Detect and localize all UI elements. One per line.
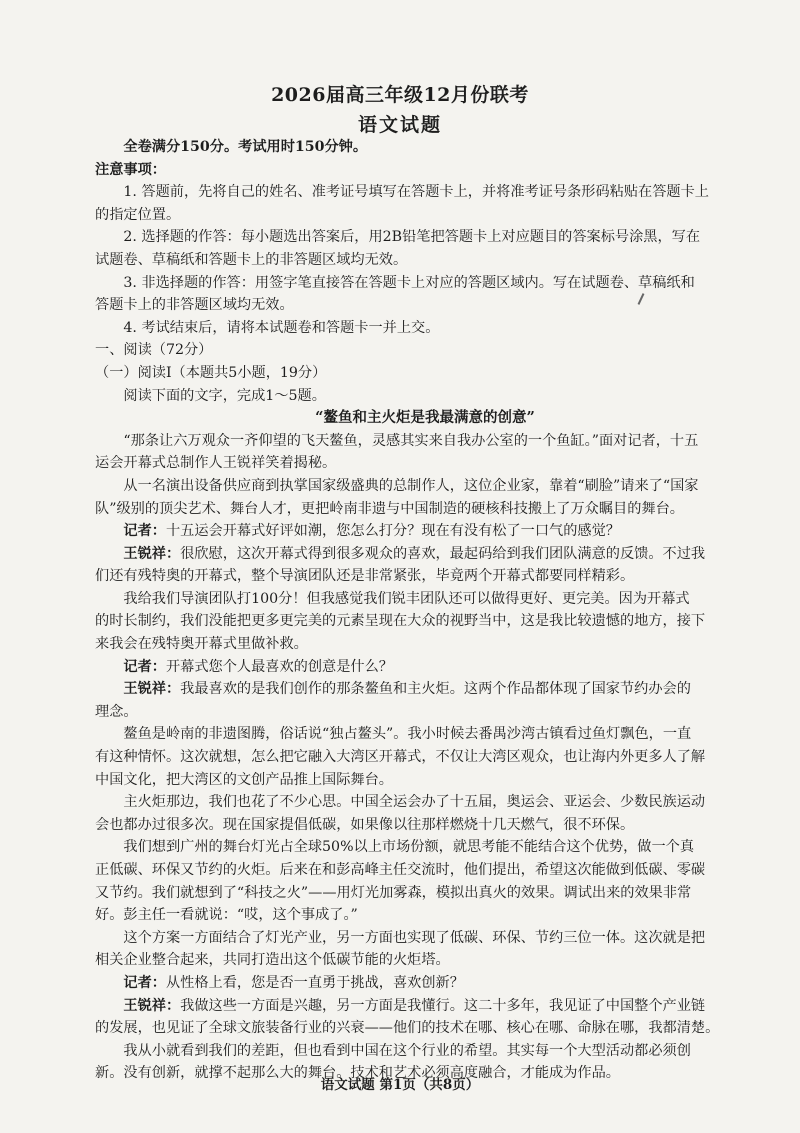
- line-text: 我做这些一方面是兴趣，另一方面是我懂行。这二十多年，我见证了中国整个产业链: [180, 997, 706, 1014]
- line-text: 好。彭主任一看就说：“哎，这个事成了。”: [95, 907, 358, 924]
- line-text: 又节约。我们就想到了“科技之火”——用灯光加雾森，模拟出真火的效果。调试出来的效果非常: [95, 884, 692, 901]
- line-text: 队”级别的顶尖艺术、舞台人才，更把岭南非遗与中国制造的硬核科技搬上了万众瞩目的舞台。: [95, 500, 684, 517]
- line-text: 十五运会开幕式好评如潮，您怎么打分？现在有没有松了一口气的感觉？: [165, 523, 620, 540]
- paragraph-line: [95, 1040, 755, 1063]
- paragraph-line: [95, 972, 755, 995]
- paragraph-line: [95, 475, 755, 498]
- notice-item-line: 的指定位置。: [95, 206, 181, 223]
- line-text: 新。没有创新，就撑不起那么大的舞台。技术和艺术必须高度融合，才能成为作品。: [95, 1065, 620, 1082]
- paragraph-line: [95, 701, 755, 724]
- line-text: 们还有残特奥的开幕式，整个导演团队还是非常紧张，毕竟两个开幕式都要同样精彩。: [95, 568, 635, 585]
- line-text: 正低碳、环保又节约的火炬。后来在和彭高峰主任交流时，他们提出，希望这次能做到低碳、零碳: [95, 862, 706, 878]
- exam-subtitle: 语文试题: [357, 114, 442, 136]
- line-text: 来我会在残特奥开幕式里做补救。: [95, 636, 308, 653]
- notice-item-line: 4. 考试结束后，请将本试题卷和答题卡一并上交。: [123, 319, 440, 336]
- line-text: 我从小就看到我们的差距，但也看到中国在这个行业的希望。其实每一个大型活动都必须创: [123, 1042, 691, 1059]
- paragraph-line: [95, 836, 755, 859]
- paragraph-line: [95, 882, 755, 905]
- article-paragraph: [95, 588, 755, 656]
- line-text: 我们想到广州的舞台灯光占全球50%以上市场份额，就思考能不能结合这个优势，做一个真: [123, 839, 695, 856]
- paragraph-line: [95, 633, 755, 656]
- line-text: 主火炬那边，我们也花了不少心思。中国全运会办了十五届，奥运会、亚运会、少数民族运动: [123, 794, 706, 811]
- article-paragraph: [95, 678, 755, 723]
- speaker-label: 王锐祥：: [123, 681, 181, 698]
- speaker-label: 记者：: [123, 523, 166, 540]
- article-paragraph: [95, 520, 755, 543]
- article-paragraph: [95, 791, 755, 836]
- notice-item-line: 3. 非选择题的作答：用签字笔直接答在答题卡上对应的答题区域内。写在试题卷、草稿纸和: [123, 274, 695, 291]
- paragraph-line: [95, 859, 755, 882]
- paragraph-line: [95, 927, 755, 950]
- line-text: 这个方案一方面结合了灯光产业，另一方面也实现了低碳、环保、节约三位一体。这次就是把: [123, 929, 706, 946]
- line-text: 很欣慰，这次开幕式得到很多观众的喜欢，最起码给到我们团队满意的反馈。不过我: [180, 545, 706, 562]
- line-text: 我给我们导演团队打100分！但我感觉我们锐丰团队还可以做得更好、更完美。因为开幕式: [123, 590, 690, 607]
- paragraph-line: [95, 565, 755, 588]
- paragraph-line: [95, 520, 755, 543]
- article-paragraph: [95, 723, 755, 791]
- line-text: “那条让六万观众一齐仰望的飞天鳌鱼，灵感其实来自我办公室的一个鱼缸。”面对记者，十五: [123, 432, 699, 449]
- paragraph-line: [95, 949, 755, 972]
- speaker-label: 记者：: [123, 974, 166, 991]
- notice-item-line: 1. 答题前，先将自己的姓名、准考证号填写在答题卡上，并将准考证号条形码粘贴在答题卡上: [123, 184, 709, 201]
- line-text: 运会开幕式总制作人王锐祥笑着揭秘。: [95, 455, 337, 472]
- paragraph-line: [95, 814, 755, 837]
- paragraph-line: [95, 610, 755, 633]
- paragraph-line: [95, 995, 755, 1018]
- paragraph-line: [95, 498, 755, 521]
- exam-content: [95, 136, 755, 1085]
- article-paragraph: [95, 972, 755, 995]
- speaker-label: 王锐祥：: [123, 545, 181, 562]
- paragraph-line: [95, 791, 755, 814]
- paragraph-line: [95, 678, 755, 701]
- line-text: 会也都办过很多次。现在国家提倡低碳，如果像以往那样燃烧十几天燃气，很不环保。: [95, 816, 635, 833]
- paragraph-line: [95, 904, 755, 927]
- section-heading: 一、阅读（72分）: [95, 342, 213, 359]
- paragraph-line: [95, 723, 755, 746]
- line-text: 开幕式您个人最喜欢的创意是什么？: [165, 658, 393, 675]
- section-sub-heading: （一）阅读Ⅰ（本题共5小题，19分）: [95, 364, 327, 381]
- article-paragraph: [95, 656, 755, 679]
- line-text: 鳌鱼是岭南的非遗图腾，俗话说“独占鳌头”。我小时候去番禺沙湾古镇看过鱼灯飘色，一直: [123, 726, 692, 743]
- notice-heading: 注意事项：: [95, 161, 166, 178]
- page-footer: 语文试题 第1页（共8页）: [320, 1077, 480, 1093]
- paragraph-line: [95, 588, 755, 611]
- article-paragraph: [95, 543, 755, 588]
- speaker-label: 记者：: [123, 658, 166, 675]
- line-text: 从一名演出设备供应商到执掌国家级盛典的总制作人，这位企业家，靠着“刷脸”请来了“国家: [123, 477, 699, 494]
- paragraph-line: [95, 656, 755, 679]
- exam-info: 全卷满分150分。考试用时150分钟。: [123, 139, 368, 155]
- speaker-label: 王锐祥：: [123, 997, 181, 1014]
- line-text: 中国文化，把大湾区的文创产品推上国际舞台。: [95, 771, 393, 788]
- exam-title: 2026届高三年级12月份联考: [271, 84, 529, 106]
- article-paragraph: [95, 836, 755, 926]
- article-paragraph: [95, 995, 755, 1040]
- paragraph-line: [95, 769, 755, 792]
- article-paragraph: [95, 475, 755, 520]
- line-text: 我最喜欢的是我们创作的那条鳌鱼和主火炬。这两个作品都体现了国家节约办会的: [180, 681, 691, 698]
- notice-item-line: 2. 选择题的作答：每小题选出答案后，用2B铅笔把答题卡上对应题目的答案标号涂黑，写在: [123, 229, 701, 246]
- paragraph-line: [95, 543, 755, 566]
- paragraph-line: [95, 452, 755, 475]
- notice-item: [95, 181, 755, 226]
- line-text: 相关企业整合起来，共同打造出这个低碳节能的火炬塔。: [95, 952, 450, 969]
- line-text: 理念。: [95, 703, 138, 720]
- article-paragraph: [95, 927, 755, 972]
- notice-item-line: 试题卷、草稿纸和答题卡上的非答题区域均无效。: [95, 251, 408, 268]
- notice-item-line: 答题卡上的非答题区域均无效。: [95, 297, 294, 314]
- article-paragraph: [95, 430, 755, 475]
- article-title: “鳌鱼和主火炬是我最满意的创意”: [315, 409, 535, 427]
- line-text: 的发展，也见证了全球文旅装备行业的兴衰——他们的技术在哪、核心在哪、命脉在哪，我都清楚。: [95, 1020, 720, 1037]
- notice-item: [95, 226, 755, 271]
- notice-item: [95, 272, 755, 317]
- line-text: 的时长制约，我们没能把更多更完美的元素呈现在大众的视野当中，这是我比较遗憾的地方，接下: [95, 613, 706, 630]
- line-text: 从性格上看，您是否一直勇于挑战，喜欢创新？: [165, 974, 464, 991]
- notice-item: [95, 317, 755, 340]
- paragraph-line: [95, 746, 755, 769]
- line-text: 有这种情怀。这次就想，怎么把它融入大湾区开幕式，不仅让大湾区观众，也让海内外更多人了解: [95, 749, 706, 766]
- paragraph-line: [95, 430, 755, 453]
- section-instruction: 阅读下面的文字，完成1～5题。: [123, 387, 326, 404]
- paragraph-line: [95, 1017, 755, 1040]
